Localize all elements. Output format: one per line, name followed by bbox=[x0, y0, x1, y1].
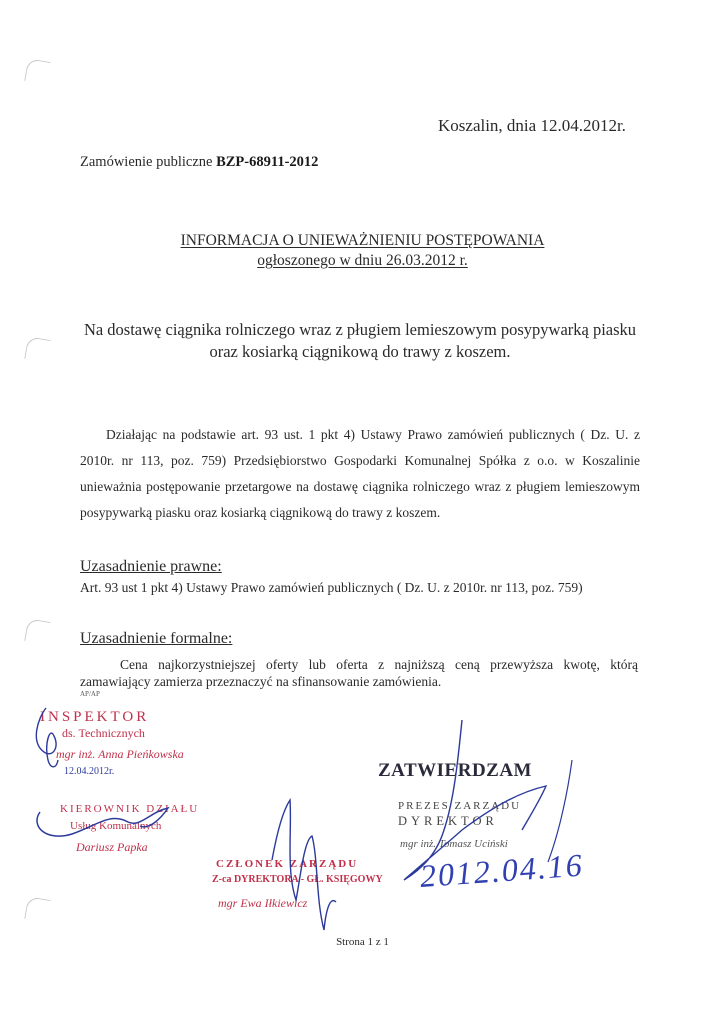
approval-stamp: ZATWIERDZAM bbox=[378, 760, 532, 781]
approval-handwritten-date: 2012.04.16 bbox=[418, 846, 585, 894]
manager-signature bbox=[37, 808, 168, 836]
legal-basis-text: Art. 93 ust 1 pkt 4) Ustawy Prawo zamówień publicznych ( Dz. U. z 2010r. nr 113, poz. 759) bbox=[80, 580, 583, 595]
subject-line-1: Na dostawę ciągnika rolniczego wraz z pługiem lemieszowym posypywarką piasku bbox=[83, 320, 637, 339]
manager-stamp-name: Dariusz Papka bbox=[76, 840, 148, 854]
formal-basis-heading: Uzasadnienie formalne: bbox=[80, 630, 233, 647]
manager-stamp-dept: Usług Komunalnych bbox=[70, 820, 162, 832]
president-signature bbox=[404, 720, 546, 880]
formal-basis-text: Cena najkorzystniejszej oferty lub oferta z najniższą ceną przewyższa kwotę, którą zamawiający zamierza przeznaczyć na sfinansowanie zamówienia. bbox=[80, 657, 638, 689]
president-signature-stroke bbox=[548, 760, 572, 862]
inspector-stamp-title: INSPEKTOR bbox=[40, 709, 150, 725]
president-stamp-title: PREZES ZARZĄDU bbox=[398, 800, 522, 812]
director-stamp-title: DYREKTOR bbox=[398, 814, 498, 828]
document-title: INFORMACJA O UNIEWAŻNIENIU POSTĘPOWANIA bbox=[180, 232, 545, 249]
manager-stamp-title: KIEROWNIK DZIAŁU bbox=[60, 803, 200, 815]
president-stamp-name: mgr inż. Tomasz Uciński bbox=[400, 838, 508, 850]
page-number: Strona 1 z 1 bbox=[336, 936, 389, 948]
place-date: Koszalin, dnia 12.04.2012r. bbox=[438, 116, 626, 135]
document-subtitle: ogłoszonego w dniu 26.03.2012 r. bbox=[257, 252, 468, 269]
legal-basis-heading: Uzasadnienie prawne: bbox=[80, 558, 222, 575]
board-stamp-role: Z-ca DYREKTORA - GŁ. KSIĘGOWY bbox=[212, 874, 383, 885]
author-initials: AP/AP bbox=[80, 690, 100, 698]
board-stamp-name: mgr Ewa Iłkiewicz bbox=[218, 896, 308, 910]
body-paragraph: Działając na podstawie art. 93 ust. 1 pkt 4) Ustawy Prawo zamówień publicznych ( Dz. U. z 2010r. nr 113, poz. 759) Przedsiębiorstwo Gospodarki Komunalnej Spółka z o.o. w Koszalinie unieważnia postępowanie przetargowe na dostawę ciągnika rolniczego wraz z pługiem lemieszowym posypywarką piasku oraz kosiarką ciągnikową do trawy z koszem. bbox=[80, 427, 640, 520]
board-signature bbox=[272, 800, 336, 930]
inspector-stamp-name: mgr inż. Anna Pieńkowska bbox=[56, 747, 184, 761]
reference-prefix: Zamówienie publiczne bbox=[80, 154, 217, 170]
board-stamp-title: CZŁONEK ZARZĄDU bbox=[216, 858, 359, 870]
inspector-signature bbox=[36, 708, 58, 767]
inspector-stamp-dept: ds. Technicznych bbox=[62, 726, 145, 740]
inspector-handwritten-date: 12.04.2012r. bbox=[64, 766, 115, 777]
reference-number: BZP-68911-2012 bbox=[216, 154, 319, 170]
subject-line-2: oraz kosiarką ciągnikową do trawy z koszem. bbox=[209, 342, 511, 361]
